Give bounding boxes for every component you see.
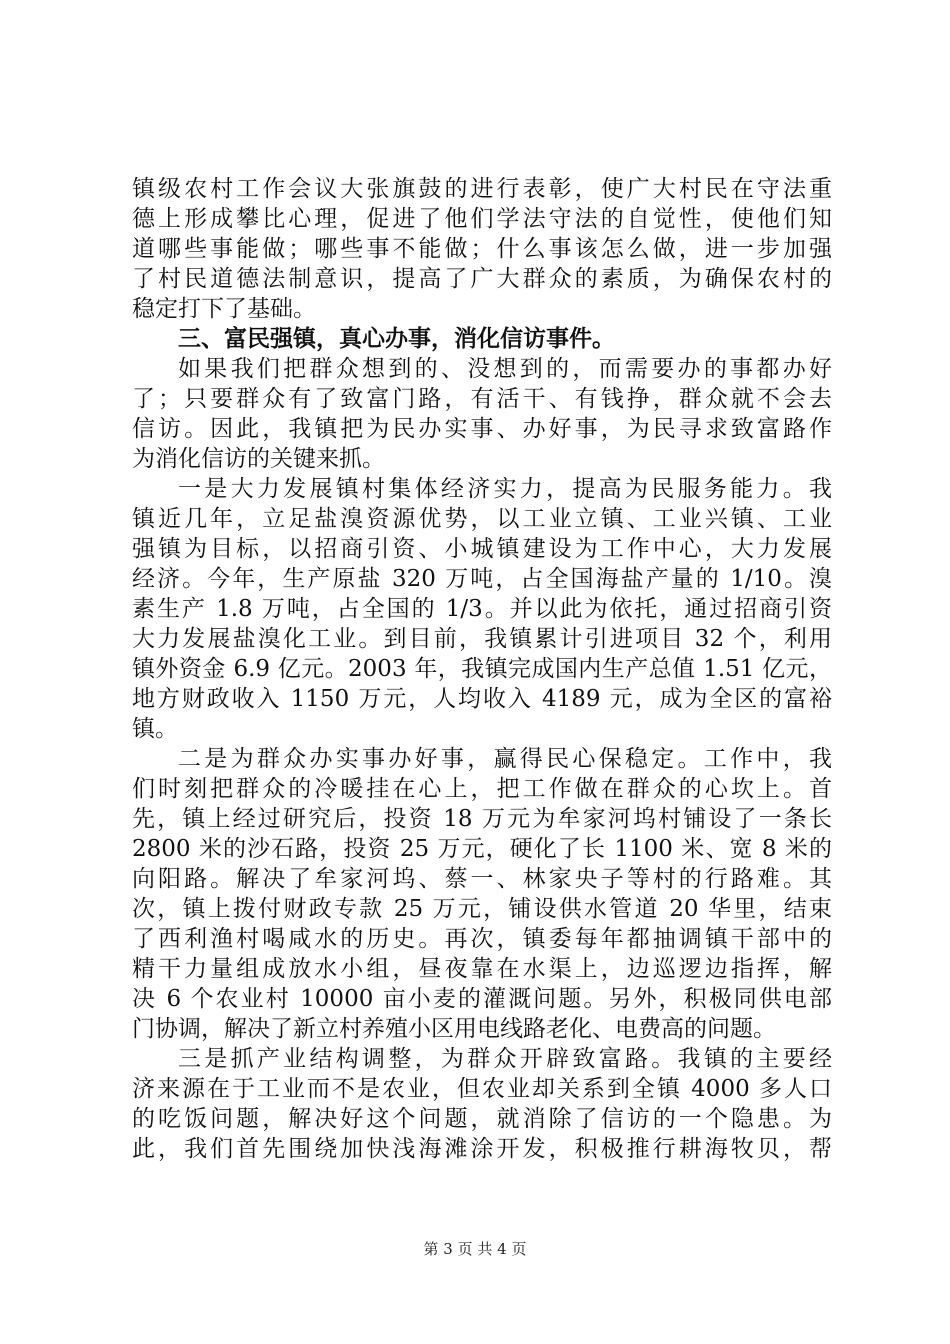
text-line: 2800 米的沙石路，投资 25 万元，硬化了长 1100 米、宽 8 米的 (132, 836, 832, 862)
document-body (132, 174, 832, 1164)
text-line: 们时刻把群众的冷暖挂在心上，把工作做在群众的心坎上。首 (132, 776, 832, 802)
text-line: 稳定打下了基础。 (132, 296, 316, 322)
text-line: 的吃饭问题，解决好这个问题，就消除了信访的一个隐患。为 (132, 1106, 832, 1132)
text-line: 先，镇上经过研究后，投资 18 万元为牟家河坞村铺设了一条长 (132, 806, 832, 832)
section-heading: 三、富民强镇，真心办事，消化信访事件。 (178, 325, 615, 352)
text-line: 济来源在于工业而不是农业，但农业却关系到全镇 4000 多人口 (132, 1076, 832, 1102)
text-line: 强镇为目标，以招商引资、小城镇建设为工作中心，大力发展 (132, 536, 832, 562)
text-line: 镇。 (132, 716, 178, 742)
text-line: 次，镇上拨付财政专款 25 万元，铺设供水管道 20 华里，结束 (132, 896, 832, 922)
text-line: 经济。今年，生产原盐 320 万吨，占全国海盐产量的 1/10。溴 (132, 566, 832, 592)
text-line: 为消化信访的关键来抓。 (132, 446, 385, 472)
text-line: 一是大力发展镇村集体经济实力，提高为民服务能力。我 (178, 476, 832, 502)
text-line: 二是为群众办实事办好事，赢得民心保稳定。工作中，我 (178, 746, 832, 772)
text-line: 精干力量组成放水小组，昼夜靠在水渠上，边巡逻边指挥，解 (132, 956, 832, 982)
text-line: 地方财政收入 1150 万元，人均收入 4189 元，成为全区的富裕 (132, 686, 832, 712)
text-line: 了村民道德法制意识，提高了广大群众的素质，为确保农村的 (132, 266, 832, 292)
text-line: 大力发展盐溴化工业。到目前，我镇累计引进项目 32 个，利用 (132, 626, 832, 652)
text-line: 道哪些事能做；哪些事不能做；什么事该怎么做，进一步加强 (132, 236, 832, 262)
text-line: 镇近几年，立足盐溴资源优势，以工业立镇、工业兴镇、工业 (132, 506, 832, 532)
page-footer: 第 3 页 共 4 页 (423, 1240, 527, 1258)
text-line: 了；只要群众有了致富门路，有活干、有钱挣，群众就不会去 (132, 386, 832, 412)
text-line: 德上形成攀比心理，促进了他们学法守法的自觉性，使他们知 (132, 206, 832, 232)
text-line: 此，我们首先围绕加快浅海滩涂开发，积极推行耕海牧贝，帮 (132, 1136, 832, 1162)
text-line: 镇外资金 6.9 亿元。2003 年，我镇完成国内生产总值 1.51 亿元， (132, 656, 832, 682)
text-line: 素生产 1.8 万吨，占全国的 1/3。并以此为依托，通过招商引资 (132, 596, 832, 622)
text-line: 门协调，解决了新立村养殖小区用电线路老化、电费高的问题。 (132, 1016, 776, 1042)
text-line: 信访。因此，我镇把为民办实事、办好事，为民寻求致富路作 (132, 416, 832, 442)
text-line: 了西利渔村喝咸水的历史。再次，镇委每年都抽调镇干部中的 (132, 926, 832, 952)
text-line: 三是抓产业结构调整，为群众开辟致富路。我镇的主要经 (178, 1046, 832, 1072)
text-line: 镇级农村工作会议大张旗鼓的进行表彰，使广大村民在守法重 (132, 176, 832, 202)
text-line: 向阳路。解决了牟家河坞、蔡一、林家央子等村的行路难。其 (132, 866, 832, 892)
text-line: 决 6 个农业村 10000 亩小麦的灌溉问题。另外，积极同供电部 (132, 986, 832, 1012)
text-line: 如果我们把群众想到的、没想到的，而需要办的事都办好 (178, 356, 832, 382)
